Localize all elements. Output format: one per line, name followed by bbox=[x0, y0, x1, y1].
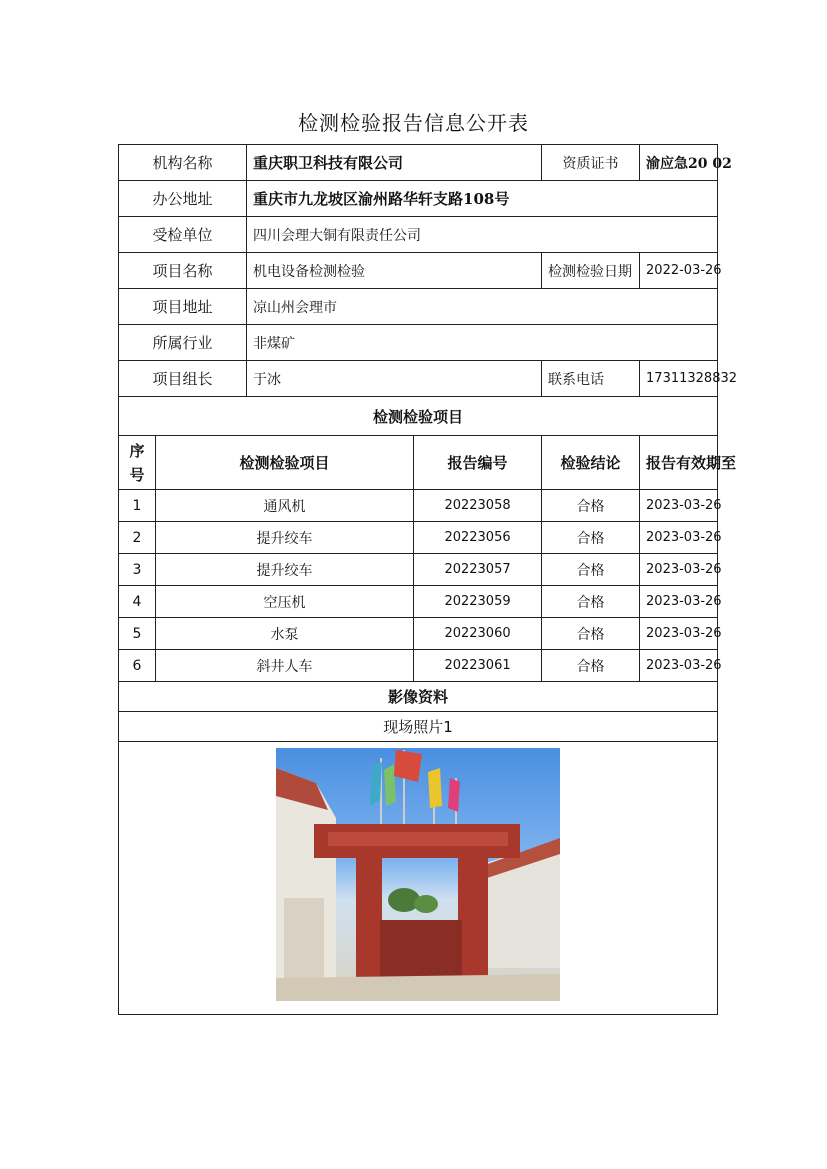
info-row-leader bbox=[119, 361, 718, 397]
items-section-title: 检测检验项目 bbox=[119, 397, 718, 436]
row-no: 2 bbox=[119, 522, 156, 554]
report-table bbox=[118, 144, 738, 1015]
info-row-site bbox=[119, 289, 718, 325]
row-valid-until: 2023-03-26 bbox=[640, 618, 718, 650]
row-no: 5 bbox=[119, 618, 156, 650]
header-valid-until: 报告有效期至 bbox=[640, 436, 718, 490]
row-report-no: 20223059 bbox=[414, 586, 542, 618]
address-value: 重庆市九龙坡区渝州路华轩支路108号 bbox=[247, 181, 718, 217]
date-label: 检测检验日期 bbox=[542, 253, 640, 289]
row-report-no: 20223061 bbox=[414, 650, 542, 682]
row-result: 合格 bbox=[542, 650, 640, 682]
project-value: 机电设备检测检验 bbox=[247, 253, 542, 289]
row-report-no: 20223057 bbox=[414, 554, 542, 586]
phone-label: 联系电话 bbox=[542, 361, 640, 397]
row-report-no: 20223058 bbox=[414, 490, 542, 522]
row-no: 4 bbox=[119, 586, 156, 618]
row-valid-until: 2023-03-26 bbox=[640, 650, 718, 682]
info-row-org bbox=[119, 145, 718, 181]
site-photo bbox=[276, 748, 560, 1001]
unit-label: 受检单位 bbox=[119, 217, 247, 253]
row-report-no: 20223060 bbox=[414, 618, 542, 650]
table-row bbox=[119, 522, 718, 554]
row-result: 合格 bbox=[542, 586, 640, 618]
row-valid-until: 2023-03-26 bbox=[640, 586, 718, 618]
media-title-row bbox=[119, 682, 718, 712]
info-row-address bbox=[119, 181, 718, 217]
industry-value: 非煤矿 bbox=[247, 325, 718, 361]
cert-label: 资质证书 bbox=[542, 145, 640, 181]
row-valid-until: 2023-03-26 bbox=[640, 554, 718, 586]
org-value: 重庆职卫科技有限公司 bbox=[247, 145, 542, 181]
leader-value: 于冰 bbox=[247, 361, 542, 397]
site-value: 凉山州会理市 bbox=[247, 289, 718, 325]
table-row bbox=[119, 618, 718, 650]
row-report-no: 20223056 bbox=[414, 522, 542, 554]
page-title: 检测检验报告信息公开表 bbox=[298, 111, 529, 135]
items-section-title-row bbox=[119, 397, 718, 436]
header-result: 检验结论 bbox=[542, 436, 640, 490]
row-result: 合格 bbox=[542, 522, 640, 554]
row-result: 合格 bbox=[542, 490, 640, 522]
photo-row bbox=[119, 742, 718, 1015]
photo-caption-row bbox=[119, 712, 718, 742]
media-title: 影像资料 bbox=[119, 682, 718, 712]
table-row bbox=[119, 586, 718, 618]
row-valid-until: 2023-03-26 bbox=[640, 522, 718, 554]
info-row-industry bbox=[119, 325, 718, 361]
industry-label: 所属行业 bbox=[119, 325, 247, 361]
phone-value: 17311328832 bbox=[640, 361, 718, 397]
row-result: 合格 bbox=[542, 618, 640, 650]
info-row-project bbox=[119, 253, 718, 289]
header-item: 检测检验项目 bbox=[156, 436, 414, 490]
row-item: 水泵 bbox=[156, 618, 414, 650]
row-item: 通风机 bbox=[156, 490, 414, 522]
row-no: 1 bbox=[119, 490, 156, 522]
org-label: 机构名称 bbox=[119, 145, 247, 181]
site-photo-illustration bbox=[276, 748, 560, 1001]
address-label: 办公地址 bbox=[119, 181, 247, 217]
unit-value: 四川会理大铜有限责任公司 bbox=[247, 217, 718, 253]
header-report-no: 报告编号 bbox=[414, 436, 542, 490]
report-table-wrapper bbox=[118, 144, 738, 1015]
row-item: 空压机 bbox=[156, 586, 414, 618]
row-no: 3 bbox=[119, 554, 156, 586]
info-row-unit bbox=[119, 217, 718, 253]
items-header-row bbox=[119, 436, 718, 490]
table-row bbox=[119, 554, 718, 586]
table-row bbox=[119, 490, 718, 522]
date-value: 2022-03-26 bbox=[640, 253, 718, 289]
row-item: 斜井人车 bbox=[156, 650, 414, 682]
site-label: 项目地址 bbox=[119, 289, 247, 325]
photo-cell bbox=[119, 742, 718, 1015]
row-valid-until: 2023-03-26 bbox=[640, 490, 718, 522]
row-item: 提升绞车 bbox=[156, 554, 414, 586]
project-label: 项目名称 bbox=[119, 253, 247, 289]
leader-label: 项目组长 bbox=[119, 361, 247, 397]
row-item: 提升绞车 bbox=[156, 522, 414, 554]
photo-caption: 现场照片1 bbox=[119, 712, 718, 742]
row-no: 6 bbox=[119, 650, 156, 682]
cert-value: 渝应急20 02 bbox=[640, 145, 718, 181]
table-row bbox=[119, 650, 718, 682]
row-result: 合格 bbox=[542, 554, 640, 586]
header-no: 序号 bbox=[119, 436, 156, 490]
